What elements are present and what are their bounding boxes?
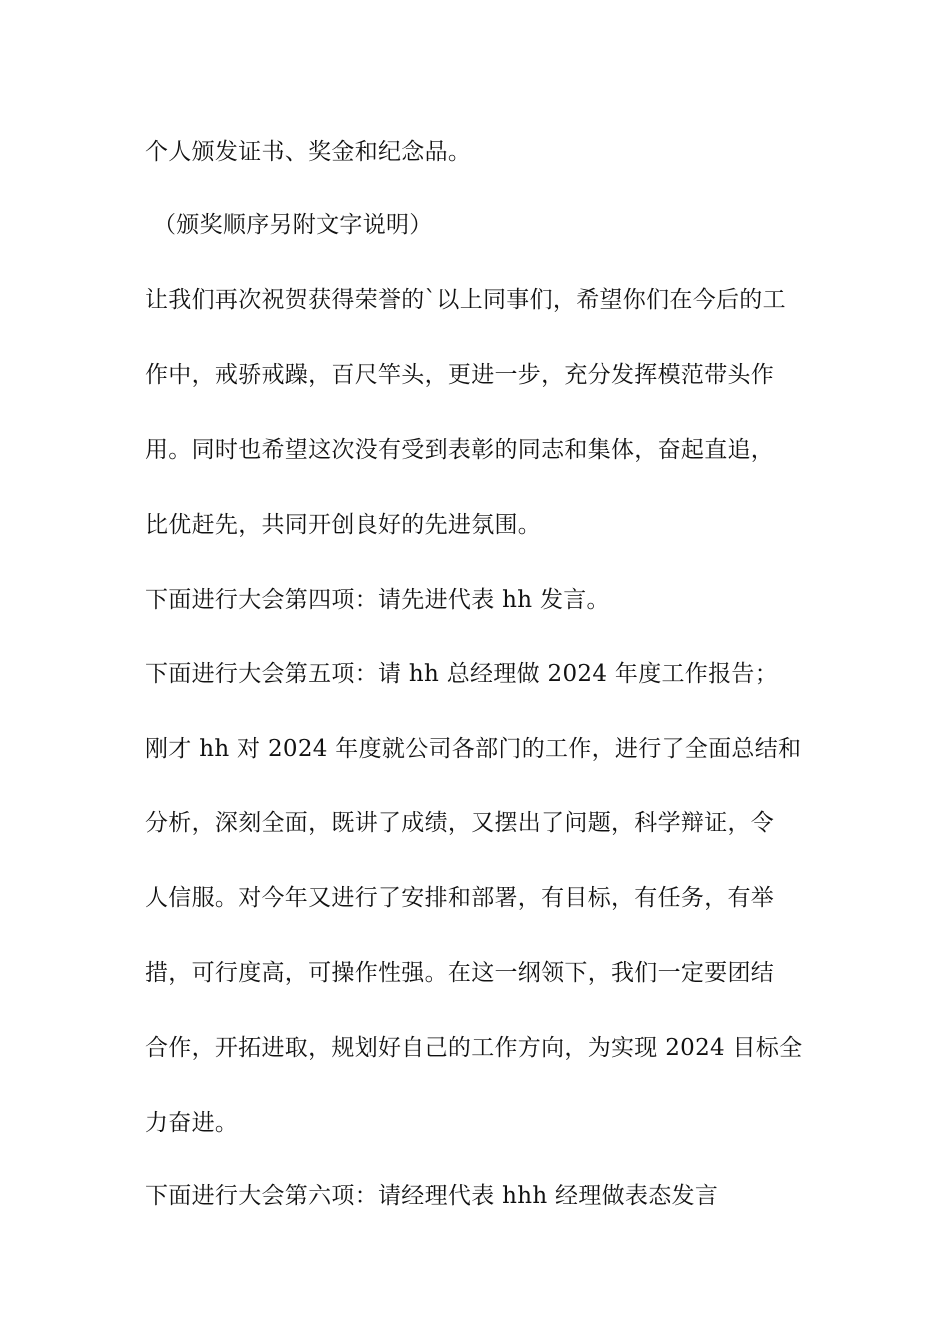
text-line-1: 个人颁发证书、奖金和纪念品。 — [145, 139, 472, 165]
text-line-2: （颁奖顺序另附文字说明） — [153, 212, 433, 238]
text-line-3: 让我们再次祝贺获得荣誉的`以上同事们，希望你们在今后的工 — [145, 287, 786, 313]
text-line-5: 用。同时也希望这次没有受到表彰的同志和集体，奋起直追， — [145, 437, 775, 463]
text-line-12: 措，可行度高，可操作性强。在这一纲领下，我们一定要团结 — [145, 960, 775, 986]
text-line-10: 分析，深刻全面，既讲了成绩，又摆出了问题，科学辩证，令 — [145, 810, 775, 836]
text-line-7: 下面进行大会第四项：请先进代表 hh 发言。 — [145, 587, 610, 613]
text-line-11: 人信服。对今年又进行了安排和部署，有目标，有任务，有举 — [145, 885, 775, 911]
text-line-4: 作中，戒骄戒躁，百尺竿头，更进一步，充分发挥模范带头作 — [145, 362, 775, 388]
text-line-6: 比优赶先，共同开创良好的先进氛围。 — [145, 512, 542, 538]
text-line-9: 刚才 hh 对 2024 年度就公司各部门的工作，进行了全面总结和 — [145, 736, 802, 762]
text-line-8: 下面进行大会第五项：请 hh 总经理做 2024 年度工作报告； — [145, 661, 779, 687]
text-line-14: 力奋进。 — [145, 1110, 239, 1136]
text-line-13: 合作，开拓进取，规划好自己的工作方向，为实现 2024 目标全 — [145, 1035, 803, 1061]
text-line-15: 下面进行大会第六项：请经理代表 hhh 经理做表态发言 — [145, 1183, 719, 1209]
